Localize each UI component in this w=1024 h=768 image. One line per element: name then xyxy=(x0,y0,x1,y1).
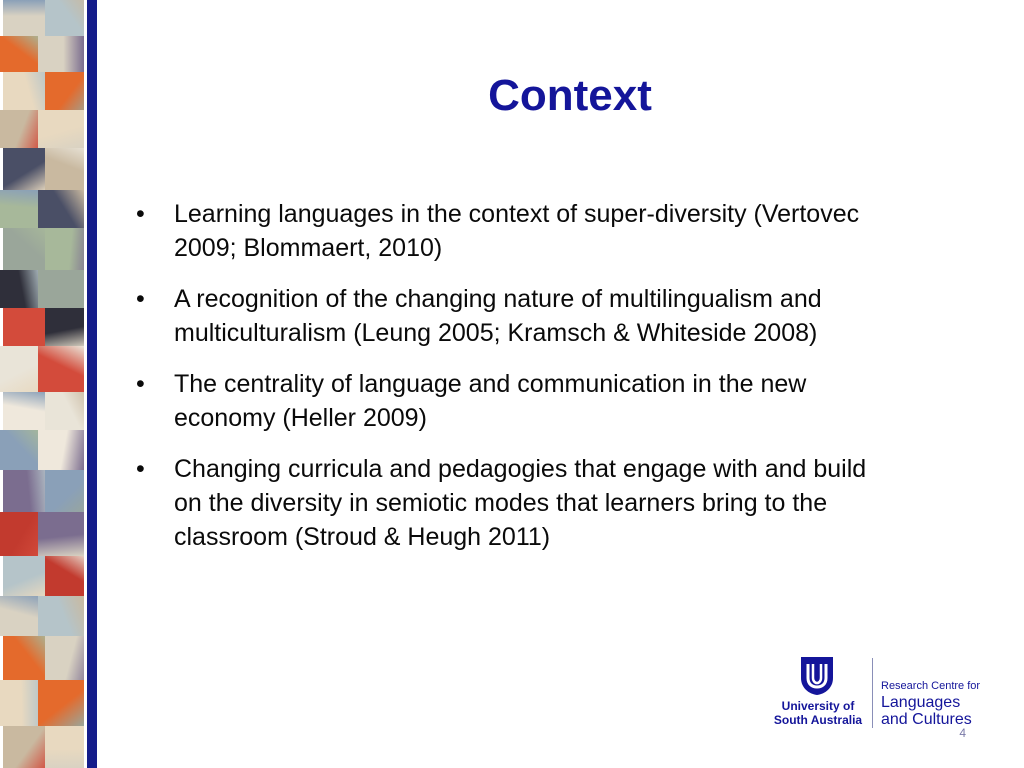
bullet-item xyxy=(130,452,970,554)
collage-tile xyxy=(0,190,42,228)
collage-tile xyxy=(0,110,42,148)
bullet-icon: • xyxy=(136,200,145,228)
university-name-line: University of xyxy=(781,699,855,713)
research-centre-name-line: and Cultures xyxy=(881,711,972,728)
bullet-icon: • xyxy=(136,370,145,398)
collage-tile xyxy=(0,680,42,726)
collage-tile xyxy=(45,72,84,110)
research-centre-label: Research Centre for xyxy=(881,680,981,692)
research-centre-name xyxy=(881,694,972,728)
collage-tile xyxy=(38,110,84,148)
collage-tile xyxy=(45,470,84,512)
collage-tile xyxy=(3,726,49,768)
collage-tile xyxy=(3,148,49,190)
collage-tile xyxy=(45,228,84,270)
collage-tile xyxy=(45,392,84,430)
collage-tile xyxy=(0,512,42,556)
collage-tile xyxy=(38,430,84,470)
collage-tile xyxy=(38,36,84,72)
research-centre-name-line: Languages xyxy=(881,694,961,711)
bullet-text-line: A recognition of the changing nature of multilingualism and xyxy=(174,285,822,313)
university-name xyxy=(768,699,868,727)
bullet-text-line: The centrality of language and communication in the new xyxy=(174,370,807,398)
page-number: 4 xyxy=(959,726,966,740)
collage-tile xyxy=(38,680,84,726)
bullet-text-line: multiculturalism (Leung 2005; Kramsch & Whiteside 2008) xyxy=(174,319,818,347)
collage-tile xyxy=(38,346,84,392)
collage-tile xyxy=(45,636,84,680)
bullet-text-line: Learning languages in the context of super-diversity (Vertovec xyxy=(174,200,860,228)
institution-logo xyxy=(768,656,998,734)
collage-tile xyxy=(45,0,84,36)
collage-tile xyxy=(38,190,84,228)
collage-tile xyxy=(3,0,49,36)
logo-divider xyxy=(872,658,873,728)
collage-tile xyxy=(3,392,49,430)
collage-tile xyxy=(3,556,49,596)
collage-tile xyxy=(45,556,84,596)
bullet-text-line: Changing curricula and pedagogies that engage with and build xyxy=(174,455,867,483)
collage-tile xyxy=(38,596,84,636)
collage-tile xyxy=(0,430,42,470)
blue-border-bar xyxy=(87,0,97,768)
collage-tile xyxy=(45,148,84,190)
slide-title: Context xyxy=(488,71,652,120)
collage-tile xyxy=(38,270,84,308)
collage-tile xyxy=(3,308,49,346)
bullet-item xyxy=(130,282,970,350)
university-shield-icon xyxy=(800,656,834,696)
bullet-item xyxy=(130,197,970,265)
bullet-text-line: 2009; Blommaert, 2010) xyxy=(174,234,443,262)
collage-tile xyxy=(0,346,42,392)
bullet-text-line: on the diversity in semiotic modes that learners bring to the xyxy=(174,489,828,517)
collage-tile xyxy=(3,636,49,680)
bullet-icon: • xyxy=(136,285,145,313)
collage-tile xyxy=(3,228,49,270)
university-name-line: South Australia xyxy=(773,713,863,727)
bullet-text-line: classroom (Stroud & Heugh 2011) xyxy=(174,523,551,551)
collage-tile xyxy=(0,36,42,72)
collage-tile xyxy=(45,726,84,768)
bullet-item xyxy=(130,367,970,435)
collage-tile xyxy=(0,270,42,308)
collage-tile xyxy=(3,470,49,512)
bullet-list xyxy=(130,197,970,571)
collage-tile xyxy=(38,512,84,556)
collage-strip xyxy=(0,0,84,768)
collage-tile xyxy=(3,72,49,110)
collage-tile xyxy=(0,596,42,636)
bullet-icon: • xyxy=(136,455,145,483)
collage-tile xyxy=(45,308,84,346)
bullet-text-line: economy (Heller 2009) xyxy=(174,404,427,432)
